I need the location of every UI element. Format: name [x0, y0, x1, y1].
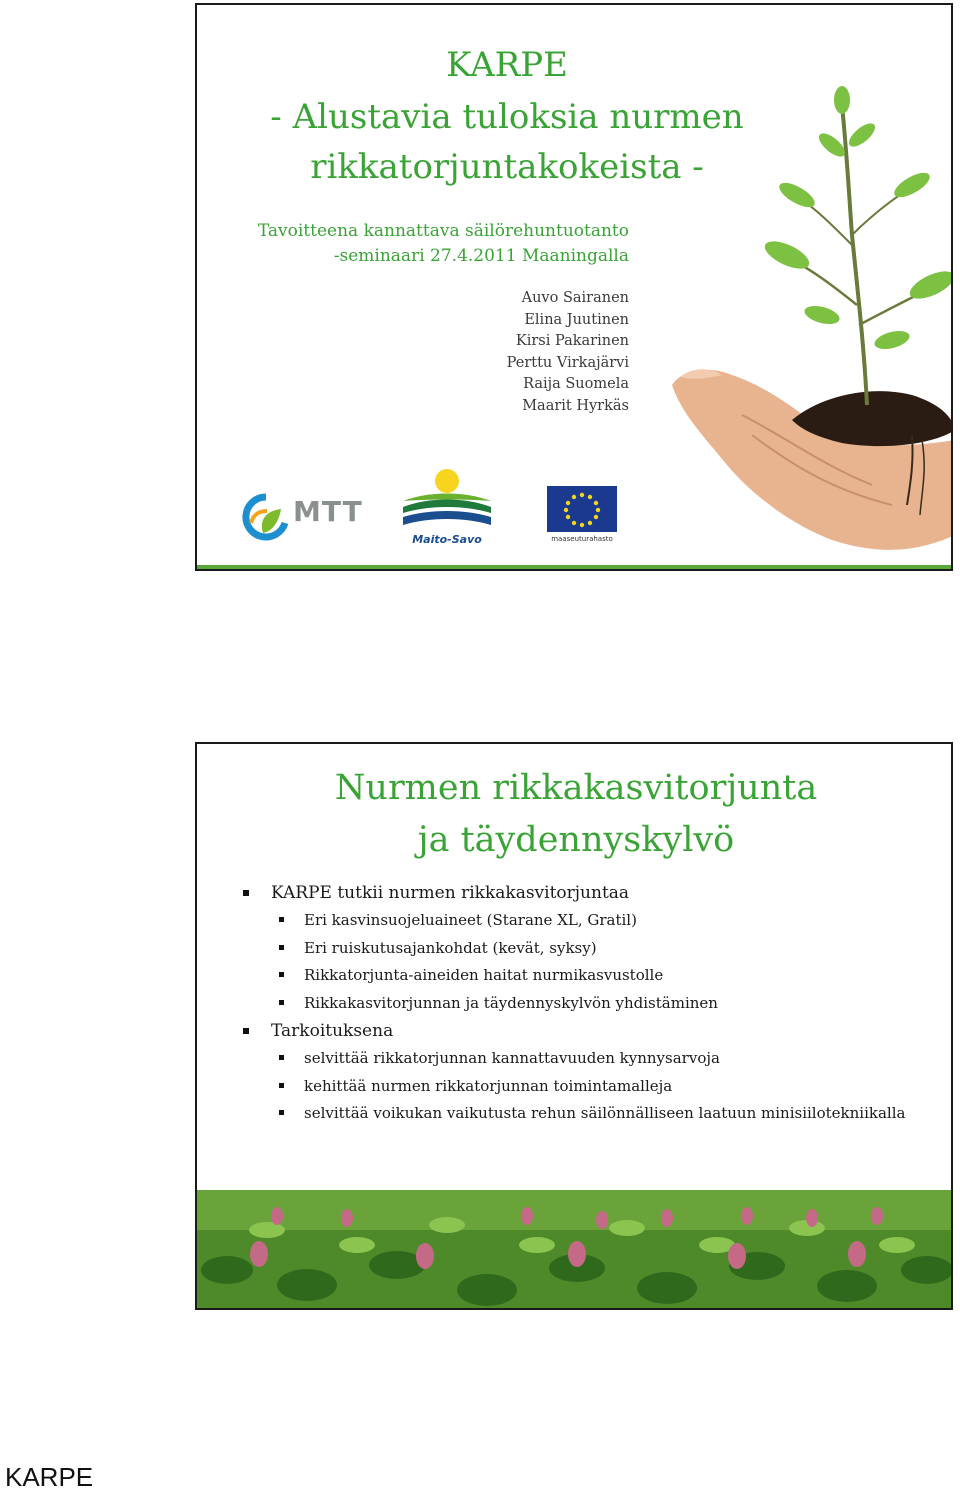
maito-savo-sun-icon — [399, 467, 495, 533]
maito-savo-logo — [399, 467, 495, 547]
mtt-logo — [241, 493, 361, 541]
mtt-leaf-icon — [241, 493, 291, 541]
slide-title — [195, 3, 953, 571]
author: Auvo Sairanen — [521, 290, 629, 306]
author: Raija Suomela — [523, 376, 629, 392]
author: Perttu Virkajärvi — [506, 354, 629, 371]
bullet-level2: Rikkatorjunta-aineiden haitat nurmikasvustolle — [197, 965, 953, 985]
bullet-level1: Tarkoituksena — [197, 1020, 953, 1042]
slide1-title-line-1: KARPE — [446, 45, 568, 85]
clover-field-image — [197, 1190, 953, 1308]
eu-flag-icon — [545, 486, 619, 534]
bullet-level2: selvittää voikukan vaikutusta rehun säilönnälliseen laatuun minisiilotekniikalla — [197, 1103, 953, 1123]
slide1-title-line-2: - Alustavia tuloksia nurmen — [270, 97, 744, 137]
maito-savo-logo-text: Maito-Savo — [412, 533, 482, 546]
slide1-subtitle-line-1: Tavoitteena kannattava säilörehuntuotanto — [257, 221, 629, 241]
author: Elina Juutinen — [524, 311, 629, 328]
slide1-subtitle-line-2: -seminaari 27.4.2011 Maaningalla — [333, 246, 629, 266]
author-list — [197, 288, 629, 417]
bullet-level2: Rikkakasvitorjunnan ja täydennyskylvön yhdistäminen — [197, 993, 953, 1013]
footer-label: KARPE — [5, 1462, 94, 1492]
slide2-title-line-1: Nurmen rikkakasvitorjunta — [334, 768, 818, 808]
bullet-level2: kehittää nurmen rikkatorjunnan toimintamalleja — [197, 1076, 953, 1096]
bullet-list — [197, 882, 953, 1131]
slide1-title-line-3: rikkatorjuntakokeista - — [310, 147, 704, 187]
eu-logo-text: maaseuturahasto — [551, 535, 613, 543]
slide2-title-line-2: ja täydennyskylvö — [417, 820, 735, 860]
author: Kirsi Pakarinen — [515, 333, 629, 349]
mtt-logo-text: MTT — [293, 495, 363, 528]
bullet-level2: Eri ruiskutusajankohdat (kevät, syksy) — [197, 938, 953, 958]
eu-maaseuturahasto-logo — [545, 486, 619, 546]
author: Maarit Hyrkäs — [522, 397, 629, 414]
bullet-level2: Eri kasvinsuojeluaineet (Starane XL, Gratil) — [197, 910, 953, 930]
slide1-bottom-rule — [197, 565, 951, 569]
bullet-level1: KARPE tutkii nurmen rikkakasvitorjuntaa — [197, 882, 953, 904]
bullet-level2: selvittää rikkatorjunnan kannattavuuden kynnysarvoja — [197, 1048, 953, 1068]
slide-content — [195, 742, 953, 1310]
